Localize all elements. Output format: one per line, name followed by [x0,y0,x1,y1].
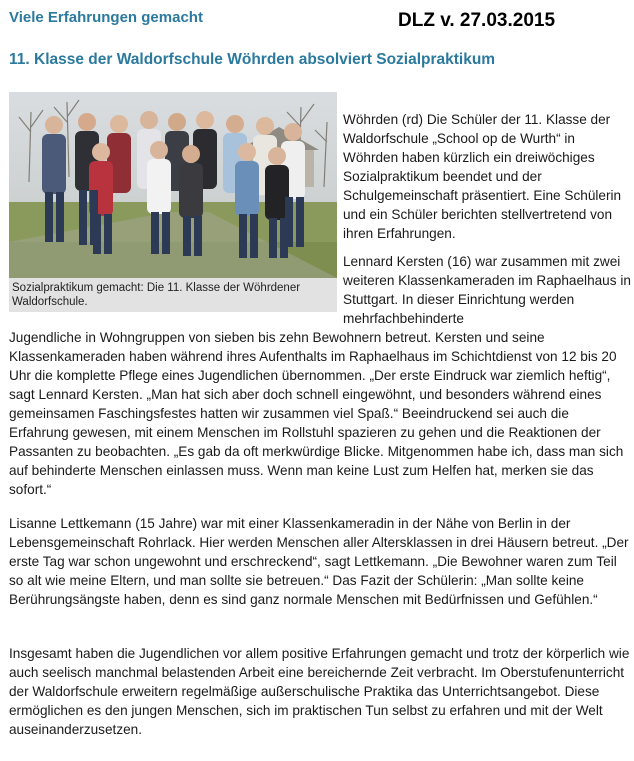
article-paragraph-1: Wöhrden (rd) Die Schüler der 11. Klasse der Waldorfschule „School op de Wurth“ in Wöhrden haben kürzlich ein dreiwöchiges Sozialpraktikum beendet und der Schulgemeinschaft präsentiert. Eine Schülerin und ein Schüler berichten stellvertretend von ihren Erfahrungen. [343,112,622,241]
article-paragraph-2-continued: Jugendliche in Wohngruppen von sieben bis zehn Bewohnern betreut. Kersten und seine Klassenkameraden haben während ihres Aufenthalts im Raphaelhaus im Schichtdienst von 12 bis 20 Uhr die komplette Pflege eines Jugendlichen übernommen. „Der erste Eindruck war ziemlich heftig“, sagt Lennard Kersten. „Man hat sich aber doch schnell eingewöhnt, und besonders während eines gemeinsamen Faschingsfestes hatten wir zusammen viel Spaß.“ Beeindruckend sei auch die Erfahrung gewesen, mit einem Menschen im Rollstuhl spazieren zu gehen und die Reaktionen der Passanten zu beobachten. „Es gab da oft merkwürdige Blicke. Mitgenommen habe ich, dass man sich auf behinderte Menschen einlassen muss. Wenn man keine Lust zum Helfen hat, merken sie das sofort.“ [9,330,624,497]
article-paragraph-4: Insgesamt haben die Jugendlichen vor allem positive Erfahrungen gemacht und trotz der körperlich wie auch seelisch manchmal belastenden Arbeit eine bereichernde Zeit verbracht. Im Oberstufenunterricht der Waldorfschule erweitern regelmäßige außerschulische Praktika das Unterrichtsangebot. Diese ermöglichen es den jungen Menschen, sich im praktischen Tun selbst zu erfahren und mit der Welt auseinanderzusetzen. [9,646,630,737]
article-paragraph-2-intro: Lennard Kersten (16) war zusammen mit zwei weiteren Klassenkameraden im Raphaelhaus in Stuttgart. In dieser Einrichtung werden mehrfachbehinderte [343,254,631,326]
photo-figure [9,92,337,312]
source-date-label: DLZ v. 27.03.2015 [398,10,556,31]
group-photo [9,92,337,278]
article-kicker: Viele Erfahrungen gemacht [9,9,203,26]
article-paragraph-3: Lisanne Lettkemann (15 Jahre) war mit einer Klassenkameradin in der Nähe von Berlin in der Lebensgemeinschaft Rohrlack. Hier werden Menschen aller Altersklassen in drei Häusern betreut. „Der erste Tag war schon ungewohnt und erschreckend“, sagt Lettkemann. „Die Bewohner waren zum Teil so alt wie meine Eltern, und man sollte sie betreuen.“ Das Fazit der Schülerin: „Man sollte keine Berührungsängste haben, denn es sind ganz normale Menschen mit Bedürfnissen und Gefühlen.“ [9,516,629,607]
photo-caption: Sozialpraktikum gemacht: Die 11. Klasse der Wöhrdener Waldorfschule. [9,278,337,312]
article-headline: 11. Klasse der Waldorfschule Wöhrden absolviert Sozialpraktikum [9,51,496,68]
